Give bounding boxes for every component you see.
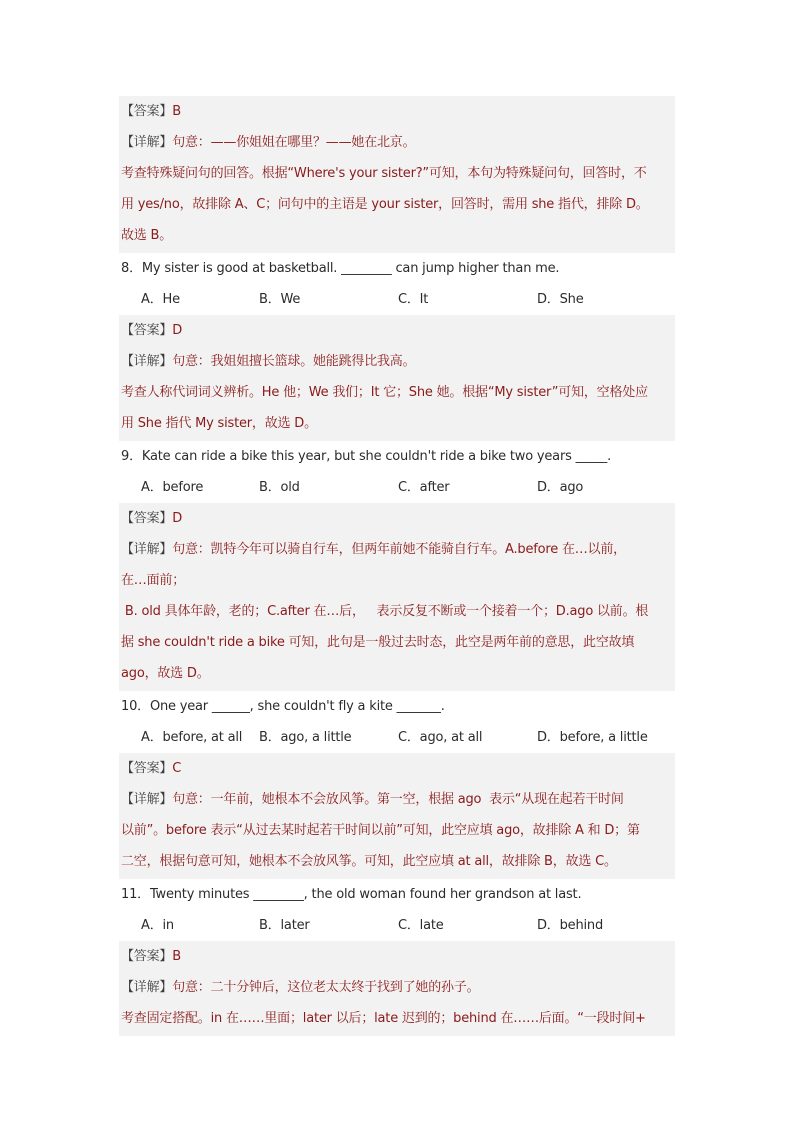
option-c: C．after: [398, 480, 450, 495]
document-page: [119, 96, 675, 1036]
detail-line: [121, 127, 673, 158]
option-a: A．in: [141, 918, 174, 933]
detail-line: [121, 534, 673, 565]
detail-label: 【详解】: [121, 980, 173, 995]
question-8: 8．My sister is good at basketball. ________ can jump higher than me.: [121, 261, 560, 276]
option-d: D．before, a little: [537, 730, 648, 745]
answer-label: 【答案】: [121, 104, 173, 119]
answer-line: [121, 753, 673, 784]
answer-line: [121, 315, 673, 346]
detail-text: B. old 具体年龄，老的；C.after 在…后， 表示反复不断或一个接着一个；D.ago 以前。根: [121, 604, 649, 619]
option-b: B．old: [259, 480, 300, 495]
answer-value: D: [172, 323, 183, 338]
options-row: [119, 284, 675, 315]
option-c: C．It: [398, 292, 429, 307]
option-d: D．behind: [537, 918, 604, 933]
detail-text: 二空，根据句意可知，她根本不会放风筝。可知，此空应填 at all，故排除 B，故选 C。: [121, 854, 617, 869]
answer-value: B: [172, 104, 181, 119]
answer-label: 【答案】: [121, 761, 173, 776]
detail-text: 考查特殊疑问句的回答。根据“Where's your sister?”可知，本句为特殊疑问句，回答时，不: [121, 166, 647, 181]
detail-text: 句意：二十分钟后，这位老太太终于找到了她的孙子。: [172, 980, 480, 995]
detail-text: 句意：我姐姐擅长篮球。她能跳得比我高。: [172, 354, 416, 369]
detail-text: ago，故选 D。: [121, 666, 210, 681]
answer-label: 【答案】: [121, 323, 173, 338]
option-b: B．ago, a little: [259, 730, 352, 745]
detail-label: 【详解】: [121, 135, 173, 150]
option-d: D．She: [537, 292, 584, 307]
answer-line: [121, 941, 673, 972]
answer-label: 【答案】: [121, 511, 173, 526]
options-row: [119, 472, 675, 503]
answer-block: [119, 96, 675, 253]
option-d: D．ago: [537, 480, 584, 495]
answer-value: C: [172, 761, 182, 776]
option-c: C．ago, at all: [398, 730, 483, 745]
detail-label: 【详解】: [121, 542, 173, 557]
detail-text: 考查固定搭配。in 在……里面；later 以后；late 迟到的；behind 在……后面。“一段时间+: [121, 1011, 646, 1026]
answer-value: B: [172, 949, 181, 964]
detail-line: [121, 784, 673, 815]
option-a: A．before, at all: [141, 730, 243, 745]
answer-line: [121, 503, 673, 534]
options-row: [119, 722, 675, 753]
option-a: A．He: [141, 292, 180, 307]
option-b: B．later: [259, 918, 310, 933]
detail-text: 句意：——你姐姐在哪里？——她在北京。: [172, 135, 416, 150]
question-11: 11．Twenty minutes ________, the old woman found her grandson at last.: [121, 887, 582, 902]
detail-label: 【详解】: [121, 354, 173, 369]
detail-text: 句意：凯特今年可以骑自行车，但两年前她不能骑自行车。A.before 在…以前，: [172, 542, 626, 557]
detail-text: 句意：一年前，她根本不会放风筝。第一空，根据 ago 表示“从现在起若干时间: [172, 792, 624, 807]
detail-line: [121, 346, 673, 377]
option-b: B．We: [259, 292, 301, 307]
answer-value: D: [172, 511, 183, 526]
answer-line: [121, 96, 673, 127]
detail-line: [121, 972, 673, 1003]
question-10: 10．One year ______, she couldn't fly a kite _______.: [121, 699, 445, 714]
option-c: C．late: [398, 918, 444, 933]
answer-block: [119, 753, 675, 879]
answer-label: 【答案】: [121, 949, 173, 964]
answer-block: [119, 315, 675, 441]
answer-block: [119, 503, 675, 691]
detail-text: 以前”。before 表示“从过去某时起若干时间以前”可知，此空应填 ago，故排除 A 和 D；第: [121, 823, 640, 838]
detail-text: 故选 B。: [121, 228, 173, 243]
answer-block: [119, 941, 675, 1036]
detail-text: 用 She 指代 My sister，故选 D。: [121, 416, 317, 431]
detail-label: 【详解】: [121, 792, 173, 807]
options-row: [119, 910, 675, 941]
detail-text: 考查人称代词词义辨析。He 他；We 我们；It 它；She 她。根据“My sister”可知，空格处应: [121, 385, 648, 400]
detail-text: 在…面前；: [121, 573, 186, 588]
option-a: A．before: [141, 480, 204, 495]
question-9: 9．Kate can ride a bike this year, but she couldn't ride a bike two years _____.: [121, 449, 612, 464]
detail-text: 用 yes/no，故排除 A、C；问句中的主语是 your sister，回答时，需用 she 指代，排除 D。: [121, 197, 649, 212]
detail-text: 据 she couldn't ride a bike 可知，此句是一般过去时态，此空是两年前的意思，此空故填: [121, 635, 635, 650]
